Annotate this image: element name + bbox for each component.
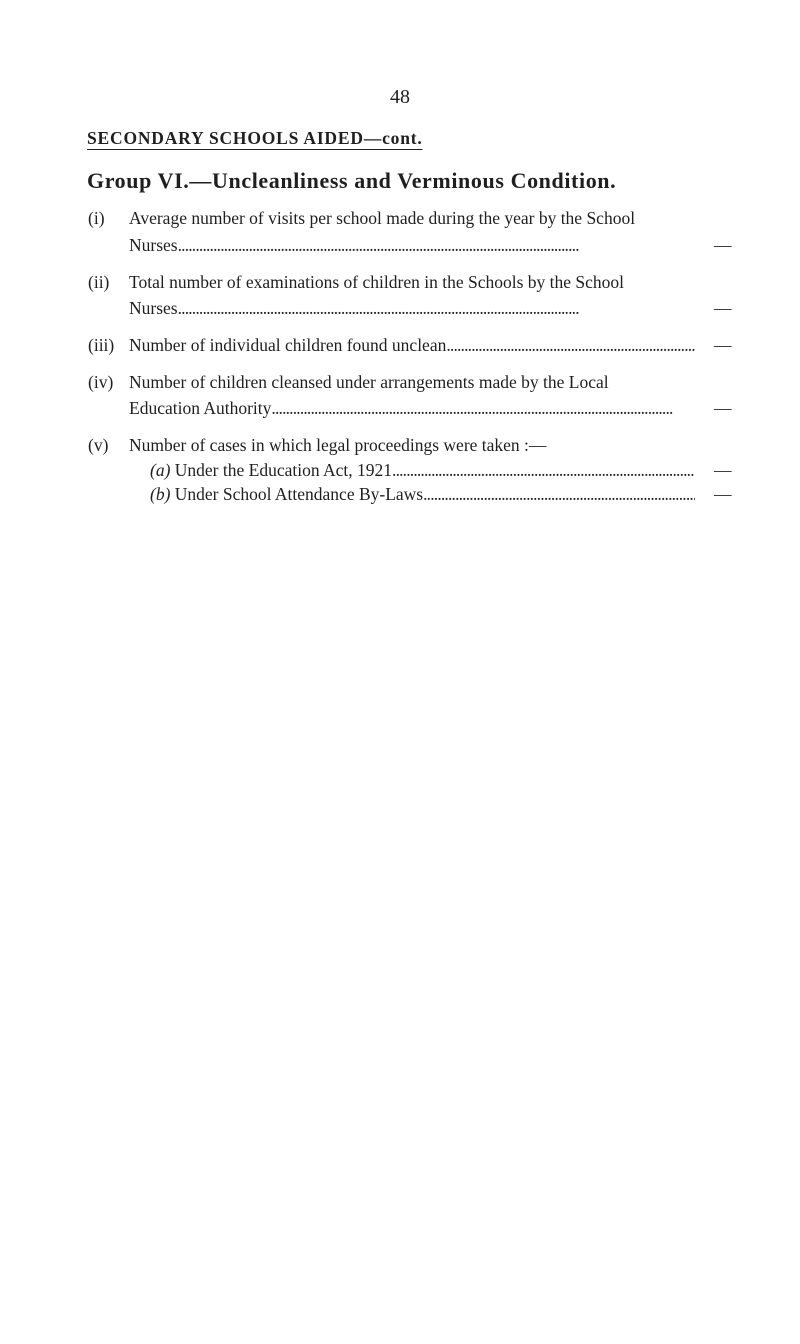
dot-leader [178, 298, 695, 319]
item-number: (iv) [88, 372, 114, 392]
sub-item-text: Under School Attendance By-Laws [174, 484, 424, 504]
dot-leader [392, 460, 695, 481]
item-value: — [714, 398, 732, 418]
item-text: Average number of visits per school made during the year by the School [129, 208, 636, 228]
item-number: (iii) [88, 335, 115, 355]
item-text: Number of individual children found unclean [129, 335, 447, 355]
sub-item-number: (a) [150, 460, 171, 480]
item-value: — [714, 460, 732, 480]
item-text: Total number of examinations of children in the Schools by the School [129, 272, 624, 292]
item-continuation [129, 398, 695, 419]
dot-leader [423, 484, 695, 505]
item-number: (v) [88, 435, 109, 455]
dot-leader [446, 335, 695, 356]
item-text: Number of cases in which legal proceedings were taken :— [129, 435, 547, 455]
item-value: — [714, 335, 732, 355]
item-value: — [714, 235, 732, 255]
item-continuation [129, 298, 695, 319]
sub-item [150, 460, 695, 481]
item-value: — [714, 484, 732, 504]
page-number: 48 [390, 86, 410, 108]
group-heading: Group VI.—Uncleanliness and Verminous Condition. [87, 168, 617, 193]
item-text: Education Authority [129, 398, 272, 418]
item-text: Nurses [129, 235, 178, 255]
sub-item-number: (b) [150, 484, 171, 504]
item-value: — [714, 298, 732, 318]
item-line [129, 335, 695, 356]
dot-leader [178, 235, 695, 256]
item-continuation [129, 235, 695, 256]
sub-item [150, 484, 695, 505]
section-heading: SECONDARY SCHOOLS AIDED—cont. [87, 128, 423, 148]
item-text: Nurses [129, 298, 178, 318]
item-text: Number of children cleansed under arrangements made by the Local [129, 372, 609, 392]
sub-item-text: Under the Education Act, 1921 [174, 460, 393, 480]
item-number: (ii) [88, 272, 110, 292]
dot-leader [271, 398, 695, 419]
item-number: (i) [88, 208, 105, 228]
